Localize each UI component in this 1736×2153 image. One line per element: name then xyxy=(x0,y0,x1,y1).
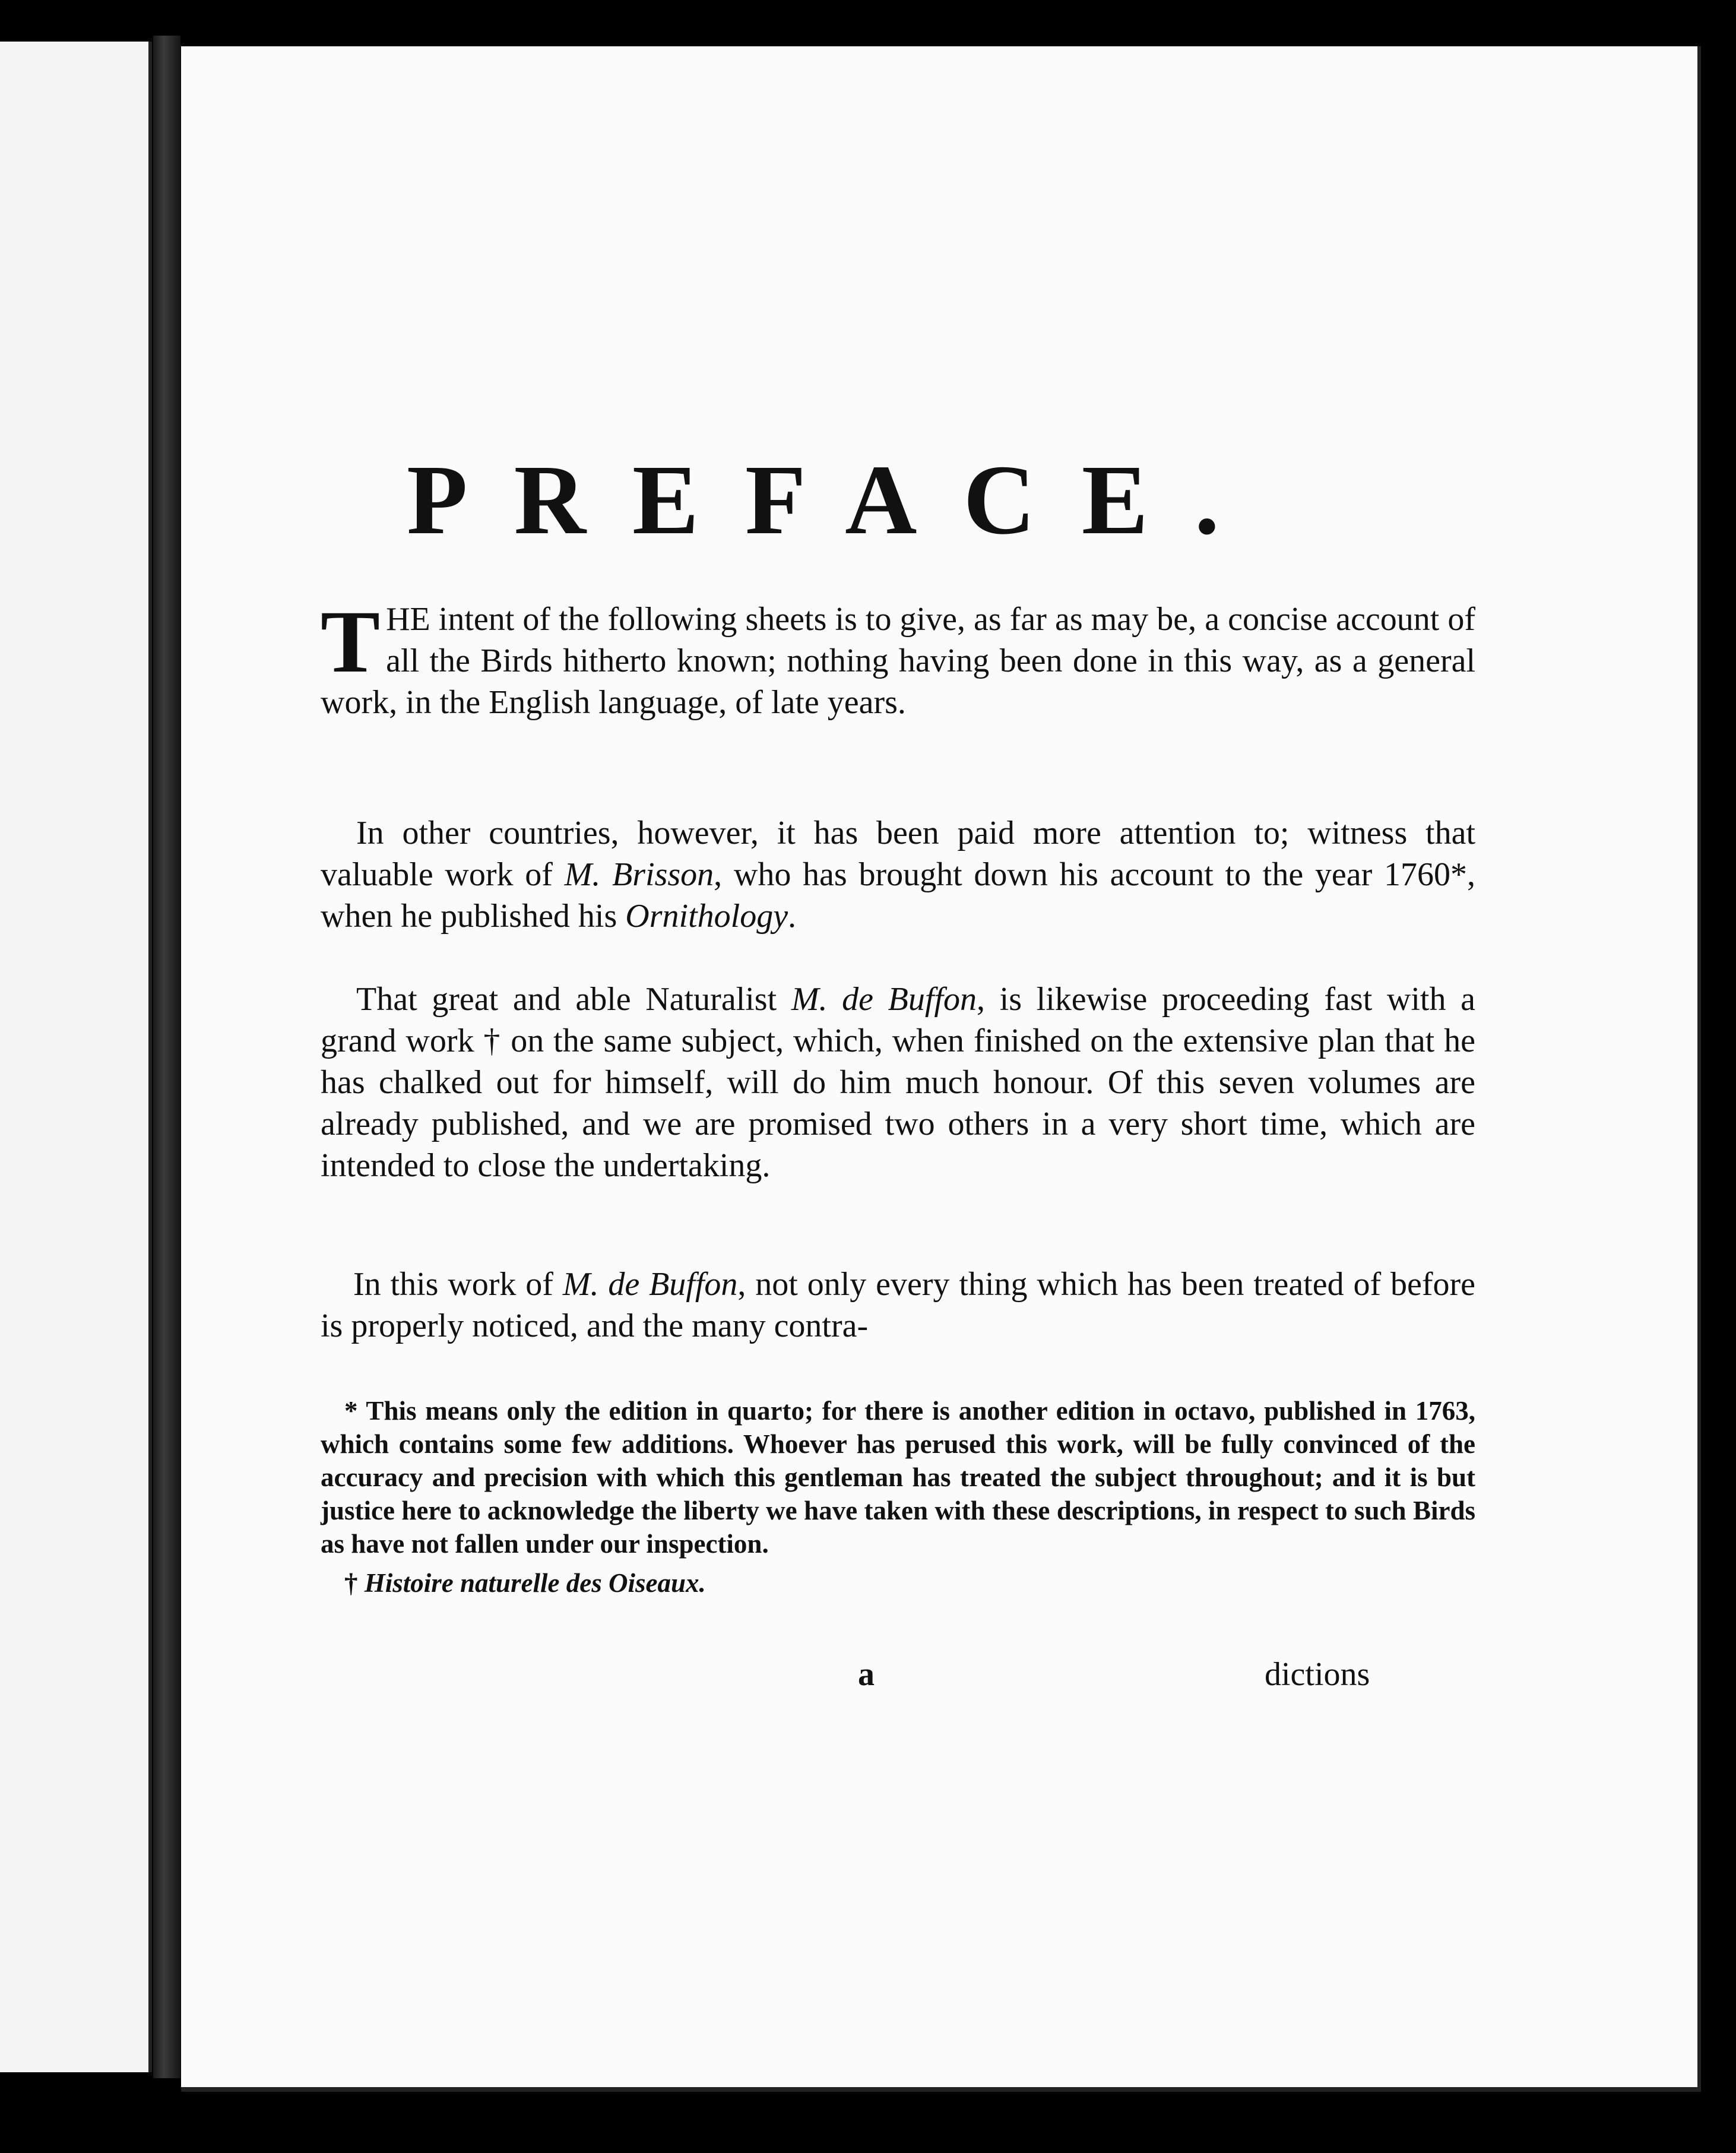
ornithology-title: Ornithology xyxy=(625,898,788,935)
brisson-name: M. Brisson xyxy=(564,856,714,893)
paragraph-1 xyxy=(321,593,1475,723)
page-title: PREFACE. xyxy=(407,445,1266,555)
signature-mark: a xyxy=(858,1656,875,1693)
facing-page-edge xyxy=(0,42,152,2072)
footnote-1: * This means only the edition in quarto; for there is another edition in octavo, published in 1763, which contains some few additions. Whoever has perused this work, will be fully convinced of the accuracy and precision with which this gentleman has treated the subject throughout; and it is but justice here to acknowledge the liberty we have taken with these descriptions, in respect to such Birds as have not fallen under our inspection. xyxy=(321,1396,1475,1559)
drop-cap: T xyxy=(321,593,381,691)
footnote-2-mark: † xyxy=(344,1568,365,1598)
book-spine xyxy=(153,36,180,2078)
footnote-2-text: Histoire naturelle des Oiseaux. xyxy=(364,1568,706,1598)
paragraph-2-text-c: . xyxy=(788,898,797,935)
catchword: dictions xyxy=(1265,1656,1370,1693)
paragraph-1-text: HE intent of the following sheets is to give, as far as may be, a concise account of all the Birds hitherto known; nothing having been done in this way, as a general work, in the English language, of late years. xyxy=(321,601,1475,721)
paragraph-4 xyxy=(321,1264,1475,1347)
paragraph-3-text-b: , is likewise proceeding fast with a grand work † on the same subject, which, when finished on the extensive plan that he has chalked out for himself, will do him much honour. Of this seven volumes are already published, and we are promised two others in a very short time, which are intended to close the undertaking. xyxy=(321,981,1476,1184)
footnote-2 xyxy=(344,1566,1475,1600)
book-page xyxy=(181,46,1701,2092)
paragraph-4-text-a: In this work of xyxy=(353,1266,563,1303)
footnotes xyxy=(321,1394,1475,1600)
paragraph-2-text-a: In other countries, however, it has been paid more attention to; witness that valuable work of xyxy=(321,815,1475,893)
paragraph-2 xyxy=(321,812,1475,937)
paragraph-4-text-b: , not only every thing which has been treated of before is properly noticed, and the many contra- xyxy=(321,1266,1476,1344)
paragraph-3 xyxy=(321,979,1475,1186)
buffon-name-2: M. de Buffon xyxy=(562,1266,738,1303)
buffon-name: M. de Buffon xyxy=(791,981,977,1018)
paragraph-2-text-b: , who has brought down his account to the year 1760*, when he published his xyxy=(321,856,1476,935)
paragraph-3-text-a: That great and able Naturalist xyxy=(356,981,791,1018)
